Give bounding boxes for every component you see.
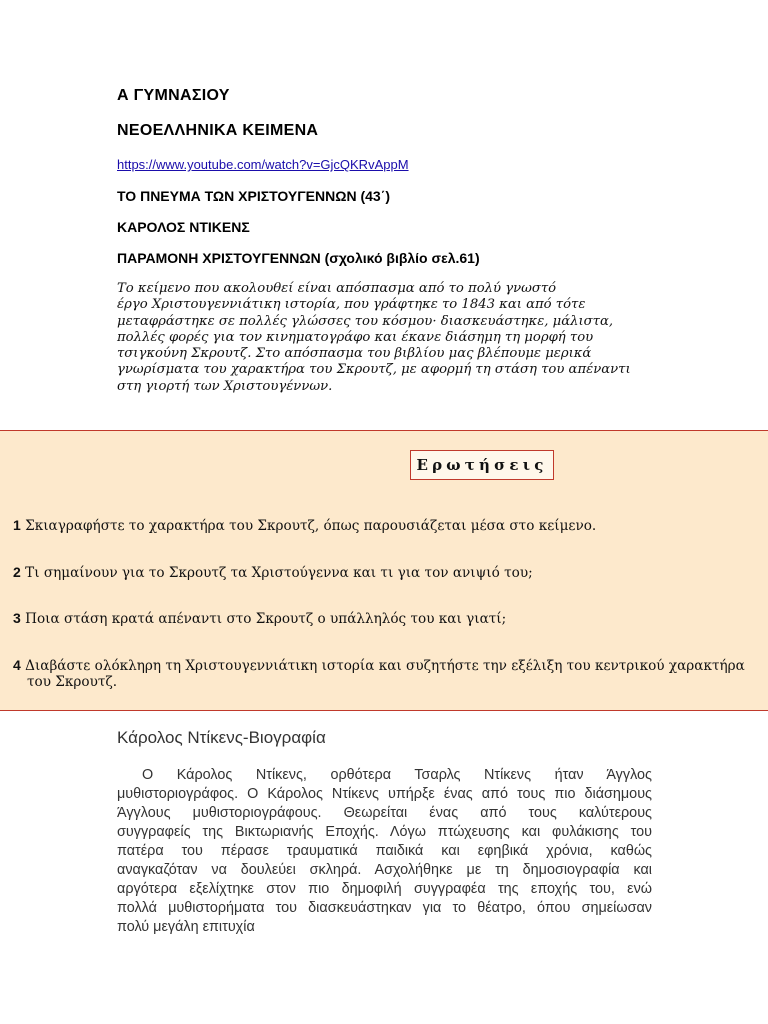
- intro-line: στη γιορτή των Χριστουγέννων.: [117, 378, 333, 394]
- intro-line: γνωρίσματα του χαρακτήρα του Σκρουτζ, με αφορμή τη στάση του απέναντι: [117, 362, 631, 378]
- question-text: Σκιαγραφήστε το χαρακτήρα του Σκρουτζ, όπως παρουσιάζεται μέσα στο κείμενο.: [25, 518, 597, 534]
- biography-line: μυθιστοριογράφος. Ο Κάρολος Ντίκενς υπήρξε ένας από τους πιο διάσημους: [117, 786, 652, 802]
- excerpt-title: ΠΑΡΑΜΟΝΗ ΧΡΙΣΤΟΥΓΕΝΝΩΝ (σχολικό βιβλίο σελ.61): [117, 250, 480, 266]
- question-item: [13, 517, 758, 534]
- intro-line: τσιγκούνη Σκρουτζ. Στο απόσπασμα του βιβλίου μας βλέπουμε μερικά: [117, 346, 592, 362]
- question-number: 4: [13, 657, 21, 673]
- biography-line: Ο Κάρολος Ντίκενς, ορθότερα Τσαρλς Ντίκενς ήταν Άγγλος: [142, 767, 652, 783]
- biography-line: αναγκαζόταν να δουλεύει σκληρά. Ασχολήθηκε με τη δημοσιογραφία και: [117, 862, 652, 878]
- work-title: ΤΟ ΠΝΕΥΜΑ ΤΩΝ ΧΡΙΣΤΟΥΓΕΝΝΩΝ (43΄): [117, 188, 391, 204]
- question-item: [13, 564, 758, 581]
- intro-line: μεταφράστηκε σε πολλές γλώσσες του κόσμου· διασκευάστηκε, μάλιστα,: [117, 313, 614, 329]
- biography-line: πολύ μεγάλη επιτυχία: [117, 919, 255, 935]
- questions-panel: [0, 430, 768, 711]
- biography-line: πολλά μυθιστορήματα του διασκευάστηκαν για το θέατρο, όπου σημείωσαν: [117, 900, 652, 916]
- biography-line: Άγγλους μυθιστοριογράφους. Θεωρείται ένας από τους καλύτερους: [117, 805, 652, 821]
- question-item: [13, 657, 758, 690]
- question-text: Διαβάστε ολόκληρη τη Χριστουγεννιάτικη ιστορία και συζητήστε την εξέλιξη του κεντρικού χαρακτήρα: [25, 658, 745, 674]
- question-text: Τι σημαίνουν για το Σκρουτζ τα Χριστούγεννα και τι για τον ανιψιό του;: [25, 565, 533, 581]
- questions-heading: Ερωτήσεις: [410, 450, 554, 480]
- question-item: [13, 610, 758, 627]
- question-number: 3: [13, 610, 21, 626]
- author-name: ΚΑΡΟΛΟΣ ΝΤΙΚΕΝΣ: [117, 219, 250, 235]
- intro-paragraph: [117, 281, 657, 395]
- intro-line: έργο Χριστουγεννιάτικη ιστορία, που γράφτηκε το 1843 και από τότε: [117, 297, 586, 313]
- biography-line: αργότερα εξελίχτηκε στον πιο δημοφιλή συγγραφέα της εποχής του, ενώ: [117, 881, 652, 897]
- question-text: Ποια στάση κρατά απέναντι στο Σκρουτζ ο υπάλληλός του και γιατί;: [25, 611, 507, 627]
- intro-line: πολλές φορές για τον κινηματογράφο και έκανε διάσημη τη μορφή του: [117, 329, 594, 345]
- question-text-continued: του Σκρουτζ.: [27, 674, 118, 690]
- grade-heading: Α ΓΥΜΝΑΣΙΟΥ: [117, 87, 230, 104]
- youtube-link[interactable]: https://www.youtube.com/watch?v=GjcQKRvAppM: [117, 157, 409, 172]
- biography-line: πατέρα του πέρασε τραυματικά παιδικά και εφηβικά χρόνια, καθώς: [117, 843, 652, 859]
- question-number: 2: [13, 564, 21, 580]
- intro-line: Το κείμενο που ακολουθεί είναι απόσπασμα από το πολύ γνωστό: [117, 281, 557, 296]
- biography-paragraph: [117, 766, 652, 937]
- subject-heading: ΝΕΟΕΛΛΗΝΙΚΑ ΚΕΙΜΕΝΑ: [117, 122, 319, 139]
- biography-line: συγγραφείς της Βικτωριανής Εποχής. Λόγω πτώχευσης και φυλάκισης του: [117, 824, 652, 840]
- question-number: 1: [13, 517, 21, 533]
- biography-title: Κάρολος Ντίκενς-Βιογραφία: [117, 728, 326, 747]
